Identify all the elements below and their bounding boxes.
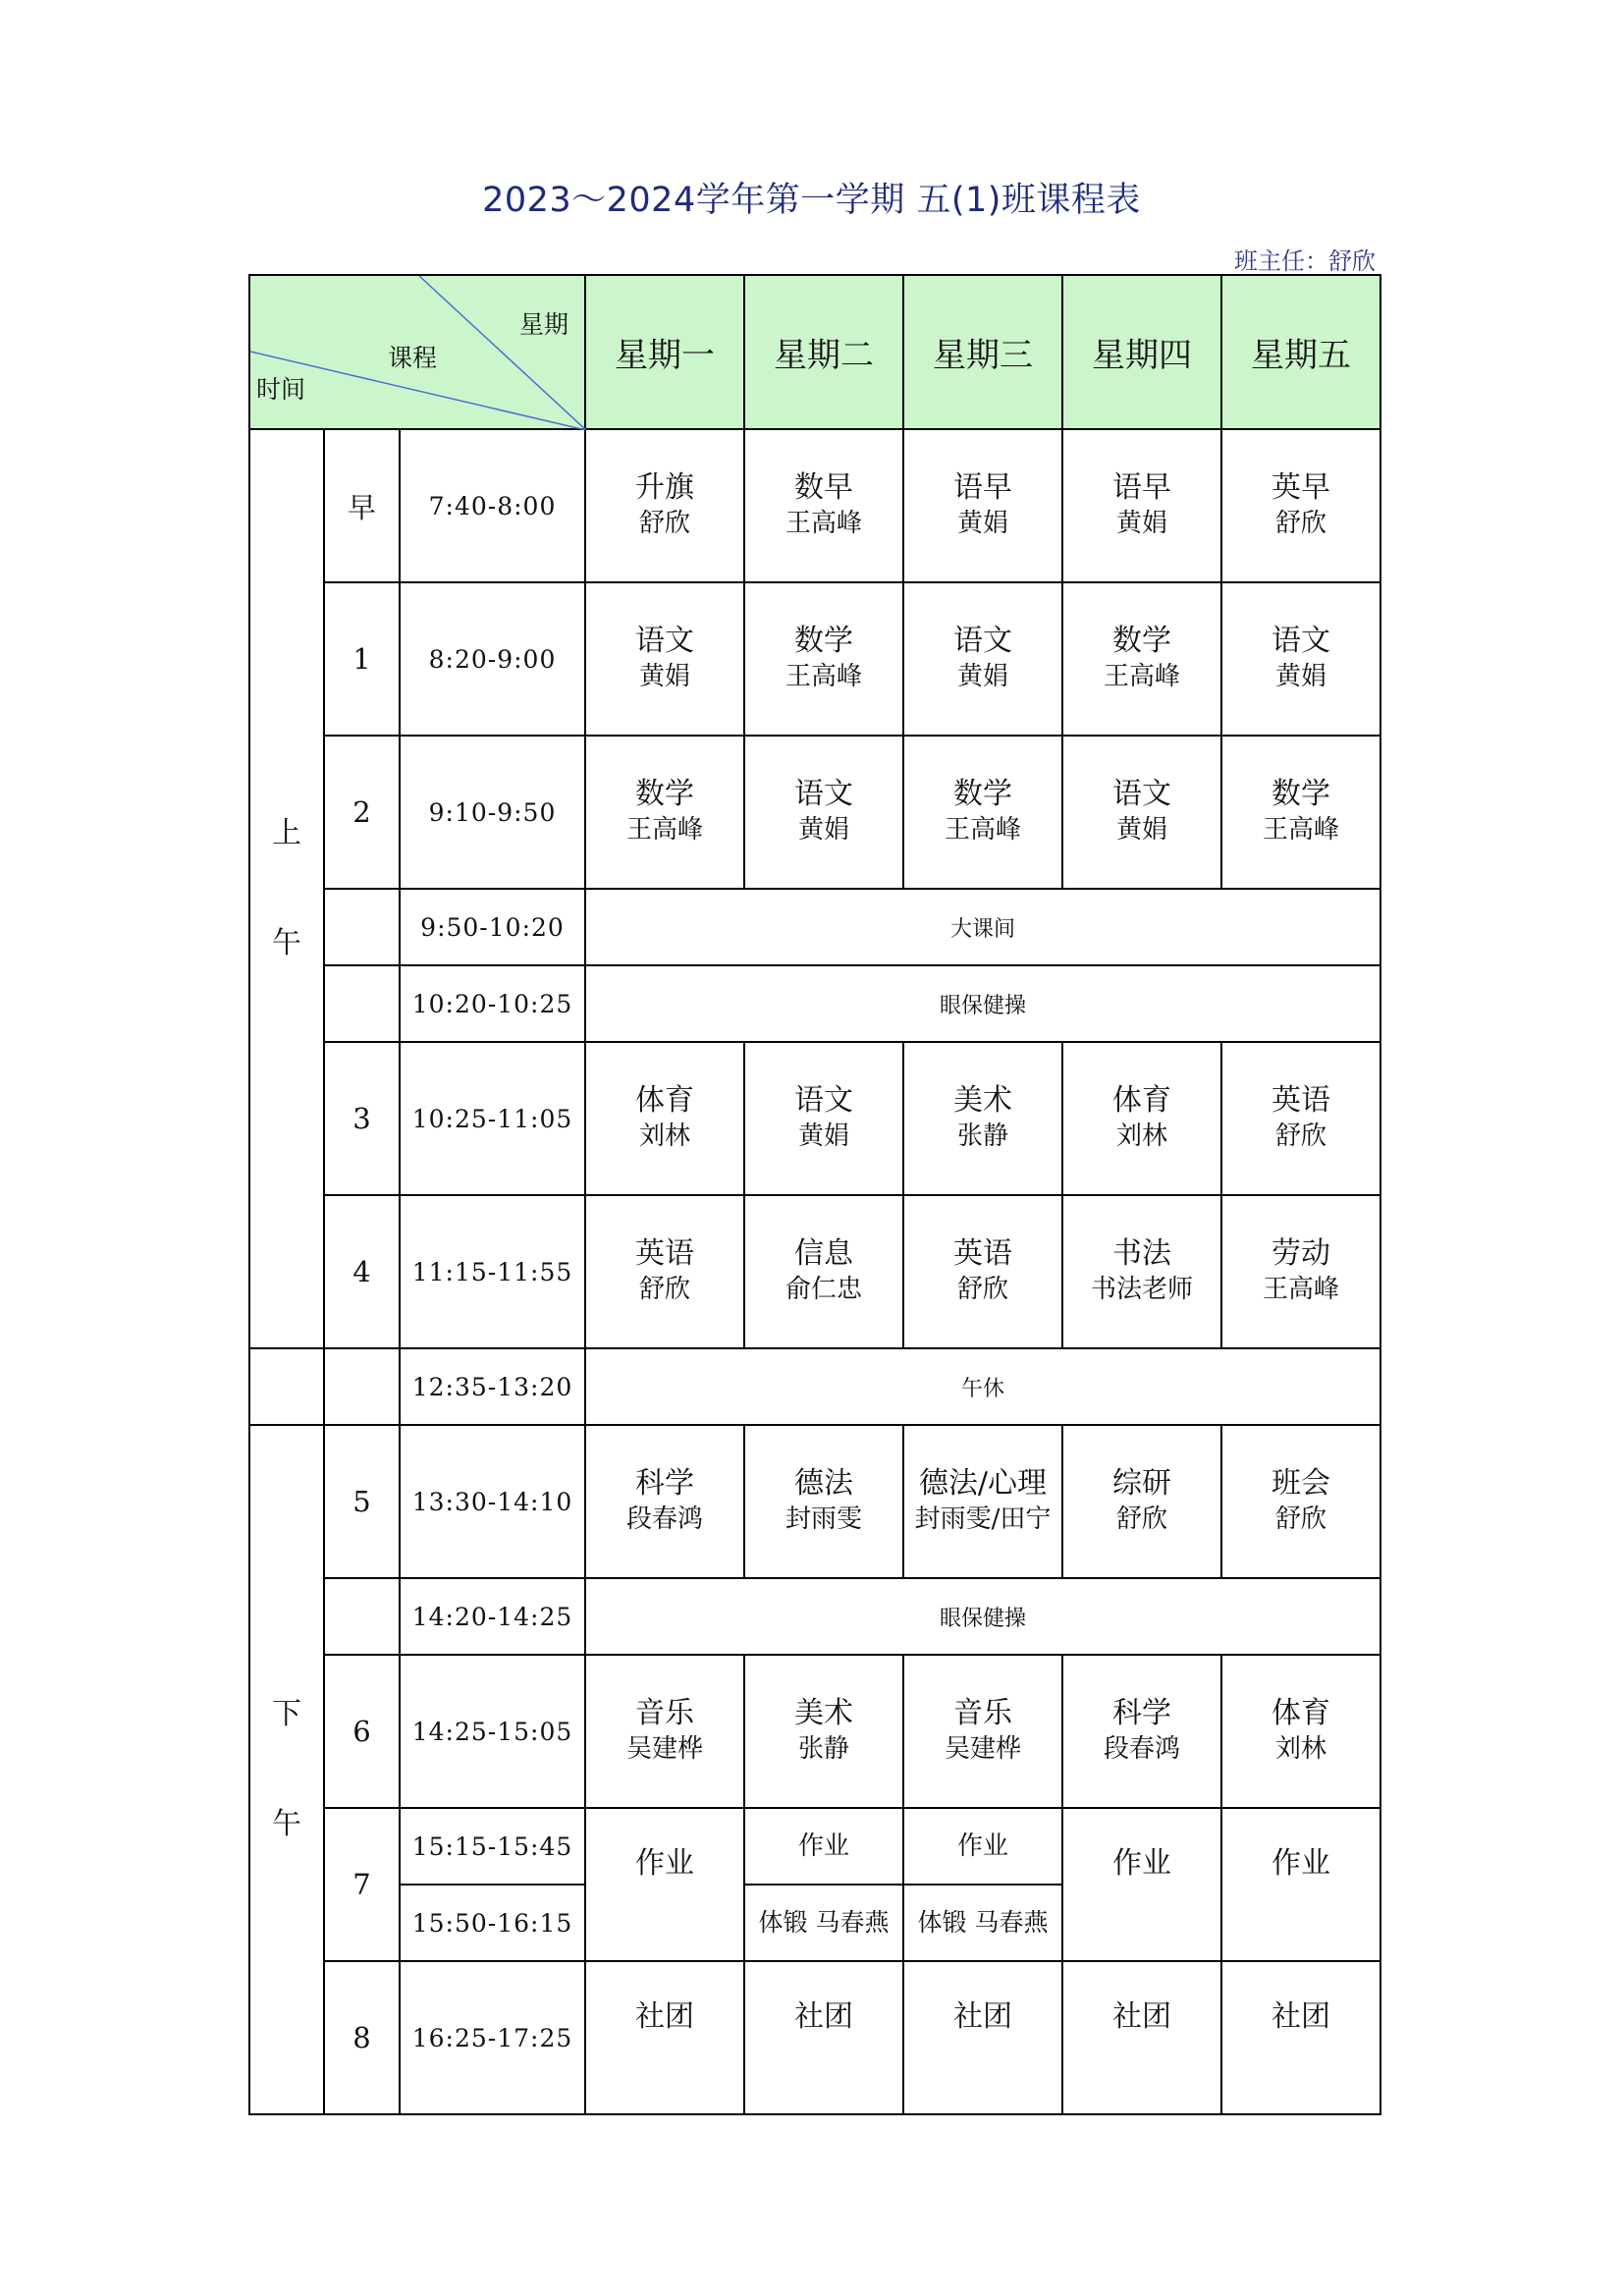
- course-cell: [585, 736, 744, 889]
- section-morning: [249, 429, 324, 1348]
- course-cell: [1221, 1195, 1380, 1348]
- subject: 数学: [1112, 624, 1171, 658]
- corner-header: [249, 275, 585, 429]
- course-cell-b: 体锻 马春燕: [744, 1885, 903, 1961]
- break-row: [249, 1578, 1380, 1655]
- course-cell: [585, 1042, 744, 1195]
- course-cell: [903, 1655, 1062, 1808]
- teacher: 封雨雯/田宁: [914, 1504, 1052, 1534]
- teacher: 舒欣: [956, 1275, 1008, 1304]
- time-label-a: 15:15-15:45: [400, 1808, 585, 1885]
- time-label: 9:10-9:50: [400, 736, 585, 889]
- table-row: [249, 1195, 1380, 1348]
- course-cell: [903, 1042, 1062, 1195]
- subject: 德法: [794, 1466, 853, 1501]
- course-cell: [1062, 1195, 1221, 1348]
- course-cell: [903, 582, 1062, 736]
- course-cell: 社团: [585, 1961, 744, 2114]
- table-row: [249, 1425, 1380, 1578]
- period-label: 3: [324, 1042, 400, 1195]
- teacher: 舒欣: [1274, 1121, 1326, 1151]
- teacher: 王高峰: [784, 509, 862, 538]
- subject: 体育: [1112, 1083, 1171, 1118]
- subject: 科学: [635, 1466, 694, 1501]
- course-cell: [1062, 1425, 1221, 1578]
- course-cell: 作业: [1062, 1808, 1221, 1961]
- section-afternoon-char-2: 午: [272, 1807, 301, 1841]
- corner-week-label: 星期: [519, 310, 569, 339]
- teacher: 书法老师: [1090, 1275, 1193, 1304]
- break-row: [249, 965, 1380, 1042]
- time-label: 14:20-14:25: [400, 1578, 585, 1655]
- break-label: 大课间: [585, 889, 1380, 965]
- course-cell: [744, 1195, 903, 1348]
- page-title: 2023～2024学年第一学期 五(1)班课程表: [482, 181, 1141, 220]
- course-cell: [903, 1425, 1062, 1578]
- course-cell: 作业: [585, 1808, 744, 1961]
- teacher: 吴建桦: [625, 1734, 703, 1764]
- subject: 语早: [953, 470, 1012, 505]
- subject: 美术: [794, 1696, 853, 1730]
- empty-cell: [249, 1348, 324, 1425]
- period-label: 8: [324, 1961, 400, 2114]
- head-teacher-label: 班主任：舒欣: [1234, 247, 1376, 275]
- schedule-table: [248, 274, 1381, 2115]
- time-label: 10:25-11:05: [400, 1042, 585, 1195]
- subject: 升旗: [635, 470, 694, 505]
- teacher: 刘林: [1274, 1734, 1326, 1764]
- teacher: 王高峰: [625, 815, 703, 845]
- course-cell: 社团: [1062, 1961, 1221, 2114]
- period-label: 7: [324, 1808, 400, 1961]
- table-row: [249, 429, 1380, 582]
- table-row: [249, 1042, 1380, 1195]
- teacher: 王高峰: [1262, 815, 1339, 845]
- course-cell: [744, 1425, 903, 1578]
- teacher: 舒欣: [638, 1275, 690, 1304]
- period-label: 5: [324, 1425, 400, 1578]
- break-label: 眼保健操: [585, 965, 1380, 1042]
- teacher: 张静: [956, 1121, 1008, 1151]
- course-cell: 社团: [1221, 1961, 1380, 2114]
- course-cell-b: 体锻 马春燕: [903, 1885, 1062, 1961]
- period-label: 2: [324, 736, 400, 889]
- break-label: 眼保健操: [585, 1578, 1380, 1655]
- teacher: 黄娟: [956, 509, 1008, 538]
- course-cell: [1221, 1042, 1380, 1195]
- teacher: 黄娟: [1115, 509, 1167, 538]
- course-cell: [1062, 736, 1221, 889]
- course-cell: 作业: [1221, 1808, 1380, 1961]
- break-row: [249, 1348, 1380, 1425]
- teacher: 王高峰: [784, 662, 862, 691]
- subject: 语早: [1112, 470, 1171, 505]
- subject: 书法: [1112, 1236, 1171, 1271]
- time-label: 11:15-11:55: [400, 1195, 585, 1348]
- time-label: 10:20-10:25: [400, 965, 585, 1042]
- course-cell: 社团: [744, 1961, 903, 2114]
- teacher: 黄娟: [797, 815, 849, 845]
- subject: 数学: [635, 777, 694, 811]
- course-cell: [585, 1655, 744, 1808]
- time-label: 7:40-8:00: [400, 429, 585, 582]
- teacher: 黄娟: [1274, 662, 1326, 691]
- subject: 语文: [635, 624, 694, 658]
- subject: 语文: [1271, 624, 1330, 658]
- time-label: 13:30-14:10: [400, 1425, 585, 1578]
- day-header-fri: 星期五: [1221, 275, 1380, 429]
- subject: 综研: [1112, 1466, 1171, 1501]
- course-cell: [1062, 1655, 1221, 1808]
- corner-course-label: 课程: [388, 344, 438, 372]
- table-row: [249, 582, 1380, 736]
- section-afternoon: [249, 1425, 324, 2114]
- subject: 信息: [794, 1236, 853, 1271]
- break-row: [249, 889, 1380, 965]
- subject: 音乐: [953, 1696, 1012, 1730]
- course-cell: [585, 429, 744, 582]
- day-header-thu: 星期四: [1062, 275, 1221, 429]
- subject: 体育: [635, 1083, 694, 1118]
- teacher: 刘林: [638, 1121, 690, 1151]
- subject: 班会: [1271, 1466, 1330, 1501]
- empty-cell: [324, 1348, 400, 1425]
- teacher: 张静: [797, 1734, 849, 1764]
- teacher: 舒欣: [1274, 1504, 1326, 1534]
- day-header-mon: 星期一: [585, 275, 744, 429]
- subject: 语文: [1112, 777, 1171, 811]
- course-cell: [585, 1425, 744, 1578]
- subject: 英语: [1271, 1083, 1330, 1118]
- subject: 英语: [635, 1236, 694, 1271]
- empty-cell: [324, 889, 400, 965]
- course-cell: [744, 1042, 903, 1195]
- teacher: 黄娟: [956, 662, 1008, 691]
- teacher: 黄娟: [797, 1121, 849, 1151]
- table-row: [249, 1808, 1380, 1885]
- teacher: 刘林: [1115, 1121, 1167, 1151]
- course-cell: [903, 1195, 1062, 1348]
- course-cell: [744, 736, 903, 889]
- header-row: [249, 275, 1380, 429]
- teacher: 黄娟: [1115, 815, 1167, 845]
- course-cell: [1062, 429, 1221, 582]
- course-cell: [1062, 582, 1221, 736]
- teacher: 俞仁忠: [784, 1275, 862, 1304]
- subject: 美术: [953, 1083, 1012, 1118]
- course-cell: [903, 736, 1062, 889]
- subject: 数学: [1271, 777, 1330, 811]
- time-label: 14:25-15:05: [400, 1655, 585, 1808]
- break-label: 午休: [585, 1348, 1380, 1425]
- course-cell: [744, 1655, 903, 1808]
- course-cell: [1221, 429, 1380, 582]
- section-morning-char-1: 上: [272, 816, 301, 850]
- course-cell: [744, 582, 903, 736]
- day-header-wed: 星期三: [903, 275, 1062, 429]
- corner-time-label: 时间: [256, 375, 306, 404]
- period-label: 1: [324, 582, 400, 736]
- subject: 数学: [794, 624, 853, 658]
- subject: 数早: [794, 470, 853, 505]
- time-label: 12:35-13:20: [400, 1348, 585, 1425]
- course-cell: [1221, 1425, 1380, 1578]
- course-cell: [1062, 1042, 1221, 1195]
- subject: 语文: [794, 777, 853, 811]
- period-label: 4: [324, 1195, 400, 1348]
- teacher: 吴建桦: [944, 1734, 1021, 1764]
- subject: 音乐: [635, 1696, 694, 1730]
- subject: 德法/心理: [918, 1466, 1048, 1501]
- section-afternoon-char-1: 下: [272, 1697, 301, 1731]
- time-label: 8:20-9:00: [400, 582, 585, 736]
- period-label: 早: [324, 429, 400, 582]
- course-cell: [1221, 582, 1380, 736]
- subject: 数学: [953, 777, 1012, 811]
- subject: 英早: [1271, 470, 1330, 505]
- subject: 劳动: [1271, 1236, 1330, 1271]
- teacher: 段春鸿: [625, 1504, 703, 1534]
- day-header-tue: 星期二: [744, 275, 903, 429]
- subject: 语文: [794, 1083, 853, 1118]
- teacher: 舒欣: [1274, 509, 1326, 538]
- course-cell: [903, 429, 1062, 582]
- course-cell-a: 作业: [744, 1808, 903, 1885]
- course-cell-a: 作业: [903, 1808, 1062, 1885]
- section-morning-char-2: 午: [272, 926, 301, 960]
- course-cell: [1221, 736, 1380, 889]
- empty-cell: [324, 965, 400, 1042]
- subject: 体育: [1271, 1696, 1330, 1730]
- subject: 科学: [1112, 1696, 1171, 1730]
- teacher: 舒欣: [638, 509, 690, 538]
- subject: 英语: [953, 1236, 1012, 1271]
- course-cell: [585, 582, 744, 736]
- teacher: 黄娟: [638, 662, 690, 691]
- teacher: 王高峰: [1103, 662, 1180, 691]
- subject: 语文: [953, 624, 1012, 658]
- teacher: 段春鸿: [1103, 1734, 1180, 1764]
- empty-cell: [324, 1578, 400, 1655]
- table-row: [249, 1961, 1380, 2114]
- course-cell: [1221, 1655, 1380, 1808]
- time-label: 9:50-10:20: [400, 889, 585, 965]
- teacher: 王高峰: [944, 815, 1021, 845]
- course-cell: [744, 429, 903, 582]
- teacher: 封雨雯: [784, 1504, 862, 1534]
- teacher: 舒欣: [1115, 1504, 1167, 1534]
- teacher: 王高峰: [1262, 1275, 1339, 1304]
- course-cell: 社团: [903, 1961, 1062, 2114]
- time-label: 16:25-17:25: [400, 1961, 585, 2114]
- course-cell: [585, 1195, 744, 1348]
- table-row: [249, 1655, 1380, 1808]
- table-row: [249, 736, 1380, 889]
- period-label: 6: [324, 1655, 400, 1808]
- time-label-b: 15:50-16:15: [400, 1885, 585, 1961]
